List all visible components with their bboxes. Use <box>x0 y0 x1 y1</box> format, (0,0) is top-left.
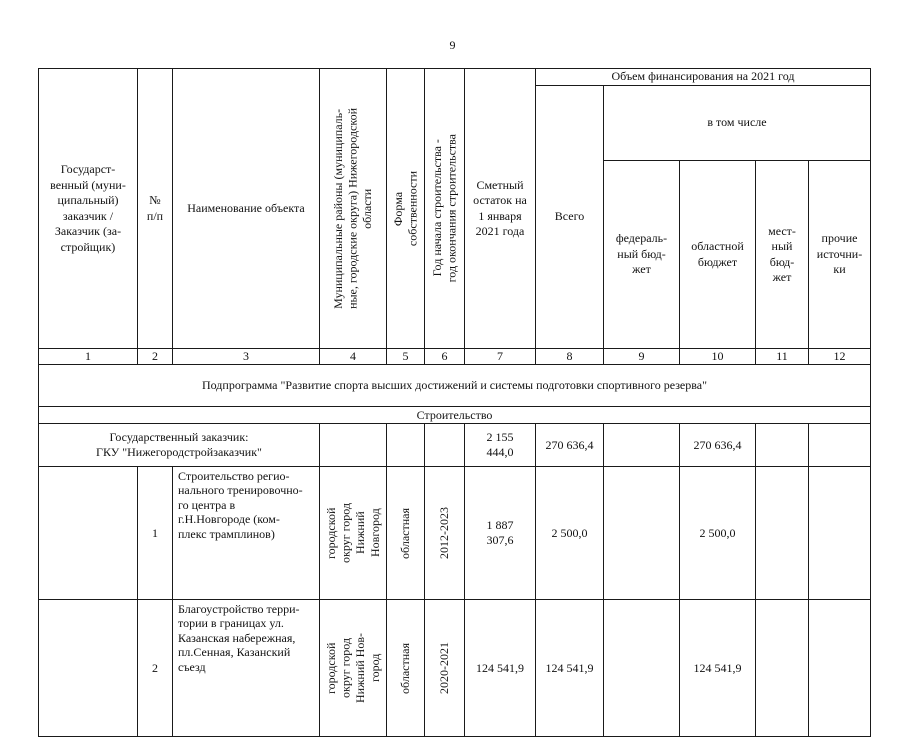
header-local: мест- ный бюд- жет <box>756 161 809 349</box>
header-regional: областной бюджет <box>680 161 756 349</box>
row-1-federal <box>604 467 680 600</box>
row-2-years <box>425 600 465 737</box>
customer-regional: 270 636,4 <box>680 424 756 467</box>
row-2-total: 124 541,9 <box>536 600 604 737</box>
column-number-10: 10 <box>680 349 756 365</box>
customer-name: Государственный заказчик: ГКУ "Нижегородстройзаказчик" <box>39 424 320 467</box>
customer-total: 270 636,4 <box>536 424 604 467</box>
row-2-other <box>809 600 871 737</box>
customer-years <box>425 424 465 467</box>
row-1-municipality <box>320 467 387 600</box>
header-municipality-label: Муниципальные районы (муниципаль- ные, городские округа) Нижегородской области <box>331 108 375 309</box>
header-financing-group: Объем финансирования на 2021 год <box>536 69 871 86</box>
row-1-customer <box>39 467 138 600</box>
section-row <box>39 407 871 424</box>
customer-estimated-balance: 2 155 444,0 <box>465 424 536 467</box>
row-1-regional: 2 500,0 <box>680 467 756 600</box>
column-number-4: 4 <box>320 349 387 365</box>
header-object-name: Наименование объекта <box>173 69 320 349</box>
header-number: № п/п <box>138 69 173 349</box>
header-ownership-label: Форма собственности <box>390 170 420 247</box>
customer-row <box>39 424 871 467</box>
row-1-years <box>425 467 465 600</box>
row-1-other <box>809 467 871 600</box>
row-2-years-text: 2020-2021 <box>437 642 452 694</box>
row-1-estimated-balance: 1 887 307,6 <box>465 467 536 600</box>
financing-table <box>38 68 871 737</box>
row-2-estimated-balance: 124 541,9 <box>465 600 536 737</box>
row-1-ownership <box>387 467 425 600</box>
header-years-label: Год начала строительства - год окончания строительства <box>429 134 459 283</box>
page-number: 9 <box>449 38 456 52</box>
row-2-customer <box>39 600 138 737</box>
header-federal: федераль- ный бюд- жет <box>604 161 680 349</box>
column-number-1: 1 <box>39 349 138 365</box>
row-1-local <box>756 467 809 600</box>
column-number-3: 3 <box>173 349 320 365</box>
column-number-5: 5 <box>387 349 425 365</box>
column-number-9: 9 <box>604 349 680 365</box>
header-estimated-balance: Сметный остаток на 1 января 2021 года <box>465 69 536 349</box>
customer-federal <box>604 424 680 467</box>
row-1-municipality-text: городской округ город Нижний Новгород <box>323 503 382 563</box>
column-number-11: 11 <box>756 349 809 365</box>
row-2-municipality <box>320 600 387 737</box>
row-2-object-name: Благоустройство терри- тории в границах ул. Казанская набережная, пл.Сенная, Казанский съезд <box>173 600 320 737</box>
row-2-ownership-text: областная <box>398 642 413 694</box>
column-number-12: 12 <box>809 349 871 365</box>
row-2-municipality-text: городской округ город Нижний Нов- город <box>323 633 382 703</box>
customer-ownership <box>387 424 425 467</box>
row-1-object-name: Строительство регио- нального тренировочно- го центра в г.Н.Новгороде (ком- плекс трамплинов) <box>173 467 320 600</box>
table-row <box>39 600 871 737</box>
header-other: прочие источни- ки <box>809 161 871 349</box>
header-row <box>39 69 871 86</box>
subprogram-title: Подпрограмма "Развитие спорта высших достижений и системы подготовки спортивного резерва" <box>39 365 871 407</box>
column-number-7: 7 <box>465 349 536 365</box>
header-including: в том числе <box>604 86 871 161</box>
column-number-2: 2 <box>138 349 173 365</box>
column-number-row <box>39 349 871 365</box>
subprogram-row <box>39 365 871 407</box>
customer-municipality <box>320 424 387 467</box>
header-municipality <box>320 69 387 349</box>
table-row <box>39 467 871 600</box>
row-2-number: 2 <box>138 600 173 737</box>
row-2-ownership <box>387 600 425 737</box>
header-customer: Государст- венный (муни- ципальный) заказчик / Заказчик (за- стройщик) <box>39 69 138 349</box>
customer-local <box>756 424 809 467</box>
row-2-local <box>756 600 809 737</box>
row-1-ownership-text: областная <box>398 507 413 559</box>
header-years <box>425 69 465 349</box>
row-1-total: 2 500,0 <box>536 467 604 600</box>
column-number-8: 8 <box>536 349 604 365</box>
row-2-regional: 124 541,9 <box>680 600 756 737</box>
column-number-6: 6 <box>425 349 465 365</box>
row-1-number: 1 <box>138 467 173 600</box>
header-ownership <box>387 69 425 349</box>
row-1-years-text: 2012-2023 <box>437 507 452 559</box>
section-title: Строительство <box>39 407 871 424</box>
row-2-federal <box>604 600 680 737</box>
customer-other <box>809 424 871 467</box>
header-total: Всего <box>536 86 604 349</box>
